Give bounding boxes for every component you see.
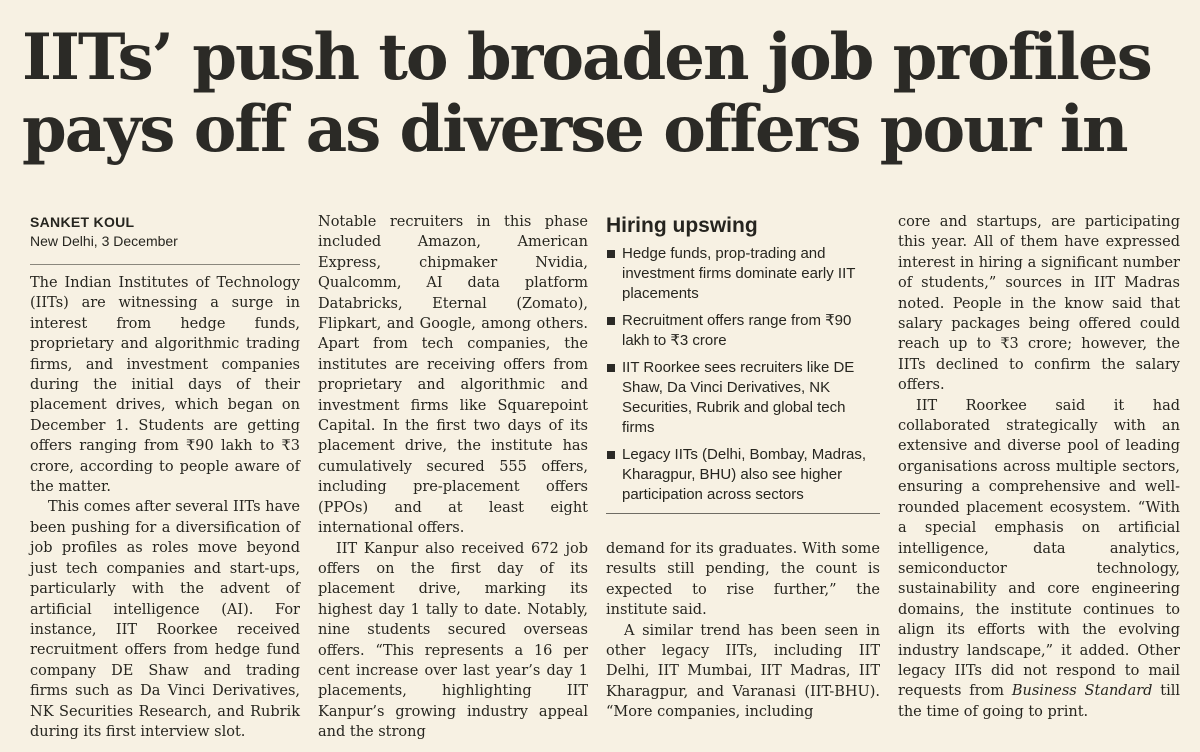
hiring-upswing-box	[606, 212, 880, 514]
article-paragraph: core and startups, are participating this year. All of them have expressed interest in hiring a significant number of students,” sources in IIT Madras noted. People in the know said that salary packages being offered could reach up to ₹3 crore; however, the IITs declined to confirm the salary offers.	[898, 214, 1180, 394]
publication-name: Business Standard	[1011, 683, 1153, 700]
article-column-4	[898, 212, 1180, 722]
byline-dateline: New Delhi, 3 December	[30, 233, 178, 249]
article-paragraph: Notable recruiters in this phase included Amazon, American Express, chipmaker Nvidia, Qualcomm, AI data platform Databricks, Eternal (Zomato), Flipkart, and Google, among others. Apart from tech companies, the institutes are receiving offers from proprietary and algorithmic and investment firms like Squarepoint Capital. In the first two days of its placement drive, the institute has cumulatively secured 555 offers, including pre-placement offers (PPOs) and at least eight international offers.	[318, 214, 588, 537]
article-paragraph: IIT Kanpur also received 672 job offers on the first day of its placement drive, marking its highest day 1 tally to date. Notably, nine students secured overseas offers. “This represents a 16 per cent increase over last year’s day 1 placements, highlighting IIT Kanpur’s growing industry appeal and the strong	[318, 540, 588, 741]
article-column-2	[318, 212, 588, 743]
paragraph-text: IIT Roorkee said it had collaborated strategically with an extensive and diverse pool of leading organisations across multiple sectors, ensuring a comprehensive and well-rounded placement ecosystem. “With a special emphasis on artificial intelligence, data analytics, semiconductor technology, sustainability and core engineering domains, the institute continues to align its efforts with the evolving industry landscape,” it added. Other legacy IITs did not respond to mail requests from	[898, 397, 1180, 700]
article-paragraph: demand for its graduates. With some results still pending, the count is expected to rise further,” the institute said.	[606, 541, 880, 619]
headline	[22, 22, 1182, 166]
article-column-3-body	[606, 539, 880, 723]
box-list-item: Hedge funds, prop-trading and investment firms dominate early IIT placements	[606, 244, 880, 304]
box-list	[606, 244, 880, 505]
article-paragraph	[898, 396, 1180, 723]
box-list-item: Legacy IITs (Delhi, Bombay, Madras, Kharagpur, BHU) also see higher participation across sectors	[606, 445, 880, 505]
article-paragraph: This comes after several IITs have been pushing for a diversification of job profiles as roles move beyond just tech companies and start-ups, particularly with the advent of artificial intelligence (AI). For instance, IIT Roorkee received recruitment offers from hedge fund company DE Shaw and trading firms such as Da Vinci Derivatives, NK Securities Research, and Rubrik during its first interview slot.	[30, 499, 300, 740]
headline-line-2: pays off as diverse offers pour in	[22, 92, 1127, 167]
article-column-1	[30, 212, 300, 742]
paragraph-text-end: till the time of going to print.	[898, 683, 1181, 720]
article-paragraph: A similar trend has been seen in other legacy IITs, including IIT Delhi, IIT Mumbai, IIT Madras, IIT Kharagpur, and Varanasi (IIT-BHU). “More companies, including	[606, 622, 880, 721]
box-divider	[606, 513, 880, 514]
box-title: Hiring upswing	[606, 214, 758, 237]
box-list-item: Recruitment offers range from ₹90 lakh to ₹3 crore	[606, 311, 880, 351]
article-paragraph: The Indian Institutes of Technology (IITs) are witnessing a surge in interest from hedge funds, proprietary and algorithmic trading firms, and investment companies during the initial days of their placement drives, which began on December 1. Students are getting offers ranging from ₹90 lakh to ₹3 crore, according to people aware of the matter.	[30, 275, 300, 496]
article-column-3	[606, 212, 880, 723]
byline-divider	[30, 264, 300, 265]
headline-line-1: IITs’ push to broaden job profiles	[22, 20, 1151, 95]
byline-author: SANKET KOUL	[30, 214, 135, 230]
box-list-item: IIT Roorkee sees recruiters like DE Shaw, Da Vinci Derivatives, NK Securities, Rubrik and global tech firms	[606, 358, 880, 438]
